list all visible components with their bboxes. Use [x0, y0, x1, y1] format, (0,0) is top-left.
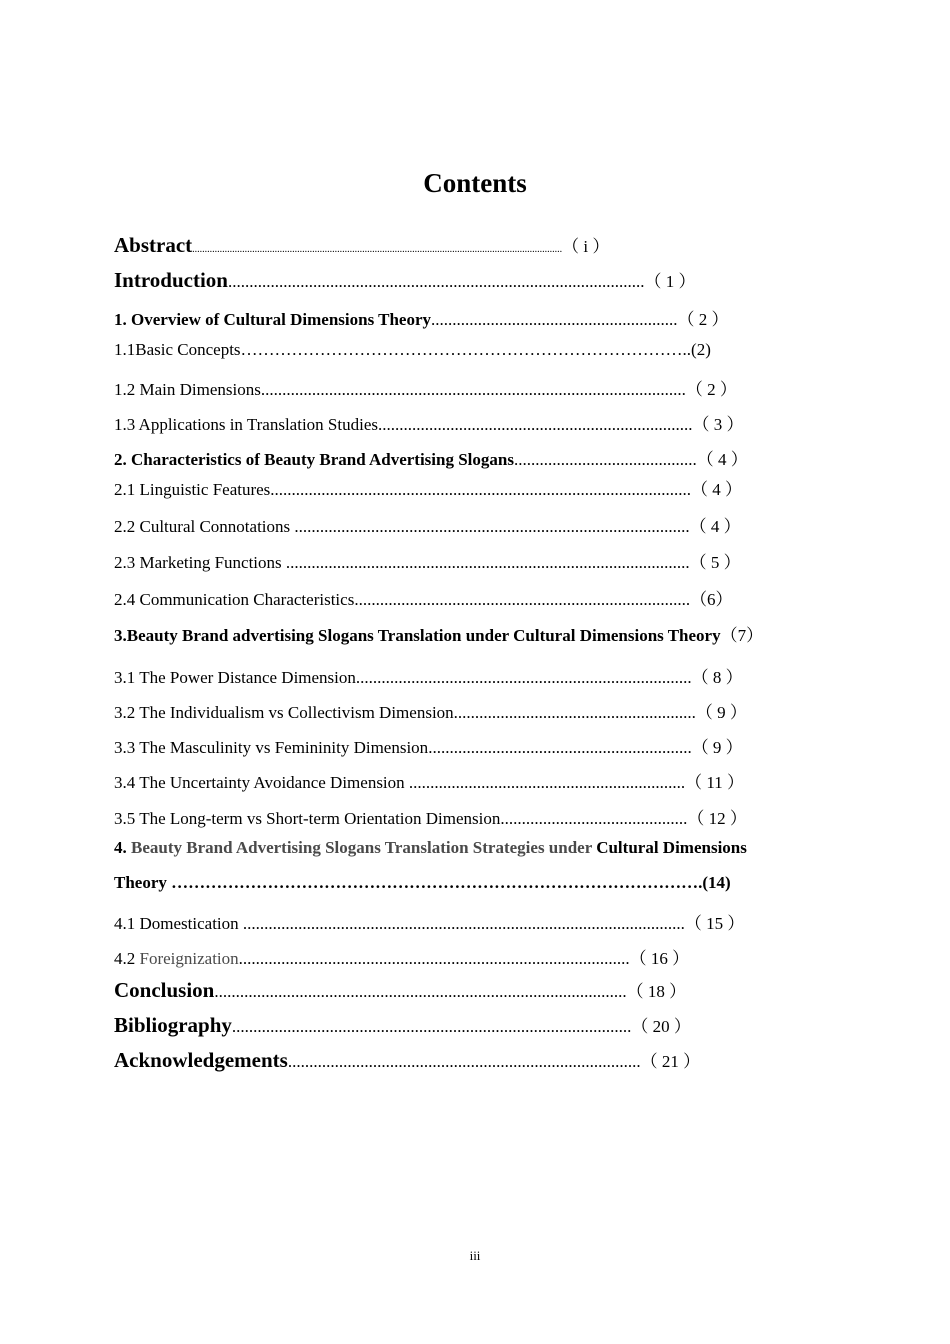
toc-entry-label: 2.2 Cultural Connotations [114, 517, 291, 536]
toc-leader-dots: ................................................................................................. [214, 982, 627, 1001]
toc-leader-dots: ................................................................. [404, 773, 686, 792]
toc-entry-label: 1.1Basic Concepts [114, 340, 241, 359]
toc-page-number: （ 11 ） [685, 773, 745, 792]
page-title: Contents [423, 168, 527, 198]
toc-entry-bibliography[interactable] [114, 1012, 691, 1038]
toc-entry-label-tail: Cultural Dimensions [591, 838, 747, 857]
toc-leader-dots: ........................................... [513, 450, 697, 469]
toc-entry-label: 2. Characteristics of Beauty Brand Advertising Slogans [114, 450, 514, 469]
toc-entry-label: 2.3 Marketing Functions [114, 553, 282, 572]
toc-entry-3-5[interactable] [114, 804, 747, 829]
toc-entry-introduction[interactable] [114, 267, 695, 293]
toc-leader-dots: .......................................................................... [378, 415, 693, 434]
toc-leader-dots: ................................................................................................... [270, 480, 692, 499]
toc-page-number: （ 9 ） [695, 703, 747, 722]
toc-entry-label: 3.5 The Long-term vs Short-term Orientation Dimension [114, 809, 501, 828]
toc-entry-label: 1. Overview of Cultural Dimensions Theory [114, 310, 432, 329]
toc-page-number: （ 2 ） [685, 380, 737, 399]
toc-leader-dots: …………………………………………………………………….. [240, 340, 692, 359]
toc-leader-dots: ............................................................................................. [290, 517, 690, 536]
toc-entry-label: 3.Beauty Brand advertising Slogans Translation under Cultural Dimensions Theory [114, 626, 721, 645]
toc-entry-label: Introduction [114, 268, 228, 292]
toc-leader-dots: ............................................................................... [354, 590, 691, 609]
toc-entry-label: Acknowledgements [114, 1048, 288, 1072]
toc-page-number: （ 5 ） [689, 553, 741, 572]
toc-entry-4-2[interactable] [114, 944, 689, 969]
toc-page-number: （ 2 ） [677, 310, 729, 329]
toc-entry-section-2[interactable] [114, 445, 748, 470]
toc-entry-label: Abstract [114, 233, 193, 257]
toc-entry-label: 3.3 The Masculinity vs Femininity Dimension [114, 738, 429, 757]
toc-page-number: （6） [690, 590, 733, 609]
toc-leader-dots: ............................................................................................ [238, 949, 630, 968]
toc-entry-2-4[interactable] [114, 585, 733, 610]
toc-entry-label: Foreignization [139, 949, 239, 968]
toc-entry-label: 3.4 The Uncertainty Avoidance Dimension [114, 773, 405, 792]
toc-leader-dots: ................................................................................... [287, 1052, 641, 1071]
toc-entry-label: 2.4 Communication Characteristics [114, 590, 355, 609]
toc-page-number: （ i ） [562, 237, 610, 256]
toc-entry-1-2[interactable] [114, 375, 737, 400]
toc-page-number: (14) [702, 873, 731, 892]
toc-leader-dots: .................................................................................................. [227, 272, 645, 291]
toc-entry-3-2[interactable] [114, 698, 747, 723]
toc-page-number: （ 21 ） [640, 1052, 701, 1071]
toc-page-number: （ 4 ） [691, 480, 743, 499]
toc-entry-section-4-cont[interactable] [114, 873, 731, 893]
toc-entry-abstract[interactable] [114, 232, 609, 258]
toc-page-number: （ 12 ） [687, 809, 747, 828]
toc-leader-dots: .................................................................................................................................................... [192, 244, 563, 255]
toc-entry-label: 4.1 Domestication [114, 914, 239, 933]
toc-entry-number: 4.2 [114, 949, 140, 968]
toc-leader-dots: ............................................................................................... [281, 553, 690, 572]
toc-leader-dots: ............................................ [500, 809, 688, 828]
toc-entry-label: 1.3 Applications in Translation Studies [114, 415, 378, 434]
toc-entry-conclusion[interactable] [114, 977, 686, 1003]
toc-entry-section-3[interactable] [114, 621, 763, 646]
toc-page-number: （ 8 ） [691, 668, 743, 687]
toc-page-number: （ 1 ） [644, 272, 696, 291]
toc-leader-dots: ......................................................... [453, 703, 696, 722]
toc-leader-dots: .............................................................. [428, 738, 692, 757]
toc-entry-3-3[interactable] [114, 733, 743, 758]
toc-entry-2-1[interactable] [114, 475, 742, 500]
toc-entry-2-2[interactable] [114, 512, 741, 537]
toc-page-number: （ 16 ） [629, 949, 690, 968]
toc-entry-1-3[interactable] [114, 410, 744, 435]
toc-leader-dots: .................................................................................................... [260, 380, 686, 399]
toc-entry-label: Beauty Brand Advertising Slogans Translation Strategies under [131, 838, 592, 857]
toc-leader-dots: .............................................................................................. [231, 1017, 632, 1036]
toc-page-number: （ 3 ） [692, 415, 744, 434]
toc-entry-acknowledgements[interactable] [114, 1047, 700, 1073]
toc-leader-dots: ............................................................................... [355, 668, 692, 687]
toc-entry-label: Theory [114, 873, 167, 892]
toc-page-number: （7） [720, 626, 764, 645]
toc-entry-label: Bibliography [114, 1013, 232, 1037]
toc-entry-4-1[interactable] [114, 909, 744, 934]
toc-page-number: （ 9 ） [691, 738, 743, 757]
toc-entry-section-4[interactable] [114, 838, 747, 858]
toc-entry-label: 1.2 Main Dimensions [114, 380, 261, 399]
toc-page-number: （ 4 ） [689, 517, 741, 536]
toc-entry-section-1[interactable] [114, 305, 729, 330]
toc-page-number: （ 4 ） [696, 450, 748, 469]
toc-leader-dots: .......................................................... [431, 310, 678, 329]
toc-page-number: (2) [691, 340, 711, 359]
toc-page-number: （ 15 ） [684, 914, 745, 933]
toc-entry-label: 2.1 Linguistic Features [114, 480, 271, 499]
toc-entry-3-1[interactable] [114, 663, 743, 688]
toc-entry-1-1[interactable] [114, 340, 711, 360]
toc-page-number: （ 20 ） [631, 1017, 691, 1036]
toc-leader-dots: …………………………………………………………………………………. [166, 873, 703, 892]
toc-entry-3-4[interactable] [114, 768, 744, 793]
toc-page-number: （ 18 ） [626, 982, 687, 1001]
toc-leader-dots: ........................................................................................................ [238, 914, 685, 933]
page-number-footer: iii [469, 1248, 481, 1263]
toc-entry-number: 4. [114, 838, 131, 857]
toc-entry-label: 3.2 The Individualism vs Collectivism Dimension [114, 703, 454, 722]
toc-entry-label: 3.1 The Power Distance Dimension [114, 668, 356, 687]
toc-entry-label: Conclusion [114, 978, 215, 1002]
toc-entry-2-3[interactable] [114, 548, 741, 573]
